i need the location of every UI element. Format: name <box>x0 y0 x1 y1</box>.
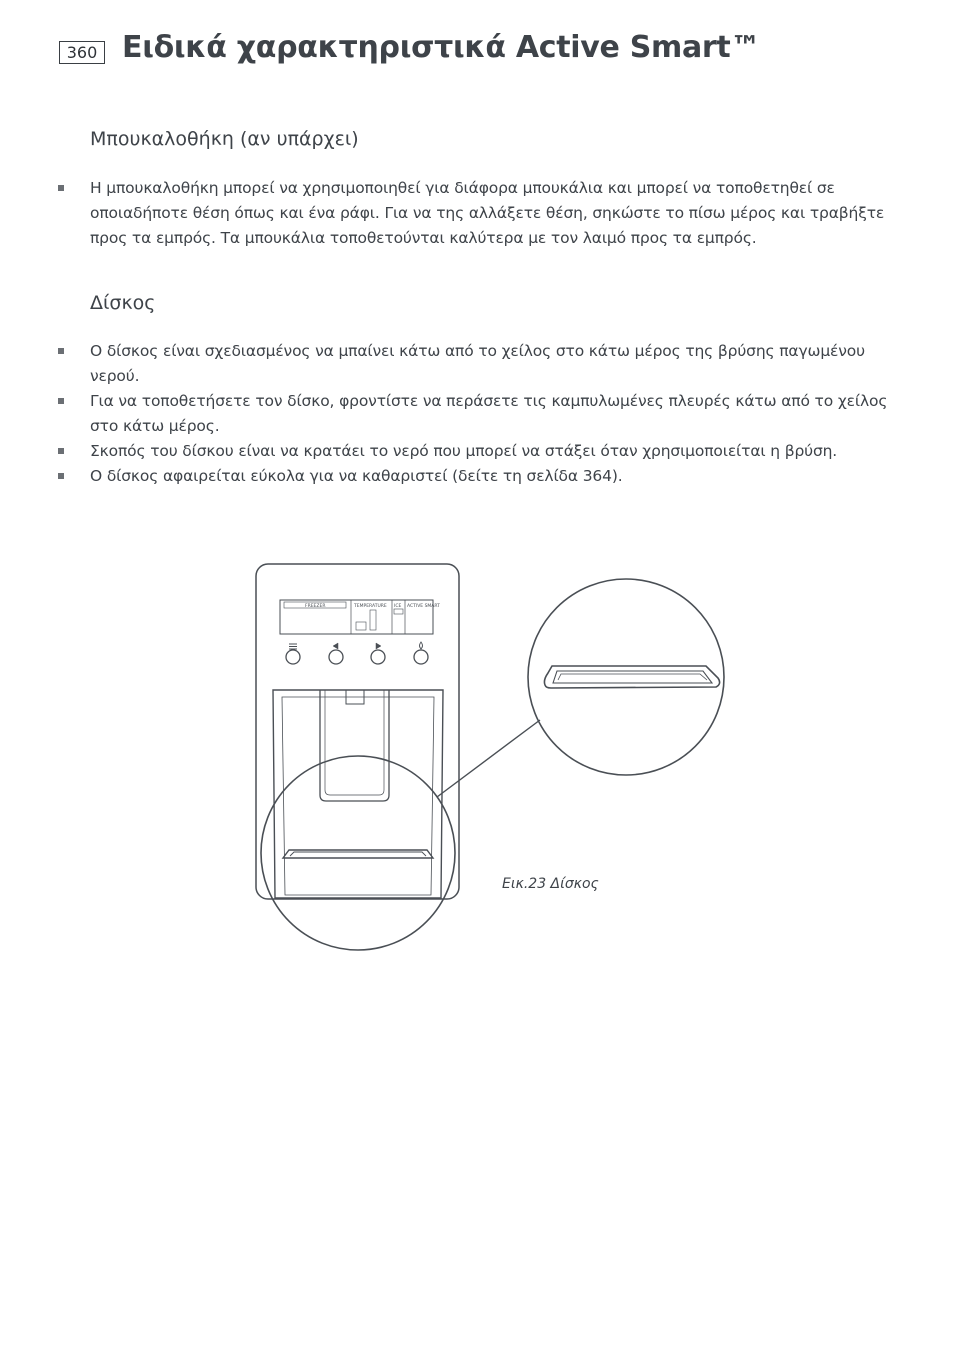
section-heading-tray: Δίσκος <box>90 292 156 314</box>
section-heading-bottle-holder: Μπουκαλοθήκη (αν υπάρχει) <box>90 128 359 150</box>
temperature-indicator <box>356 622 366 630</box>
active-smart-label: ACTIVE SMART <box>407 604 440 609</box>
tray-zoomed <box>544 666 719 688</box>
right-arrow-icon <box>376 643 381 649</box>
temperature-label: TEMPERATURE <box>354 604 387 609</box>
right-button[interactable] <box>371 650 385 664</box>
bullet-square-icon <box>58 348 64 354</box>
dispenser-housing <box>256 564 459 899</box>
bullet-square-icon <box>58 473 64 479</box>
tray-small <box>283 850 433 858</box>
left-arrow-icon <box>333 643 338 649</box>
page-title: Ειδικά χαρακτηριστικά Active Smart™ <box>122 30 761 65</box>
bullet-square-icon <box>58 185 64 191</box>
list-item <box>90 439 890 464</box>
bottle-holder-list <box>90 176 890 251</box>
water-spout <box>320 690 389 801</box>
ice-indicator <box>394 609 403 614</box>
bullet-square-icon <box>58 448 64 454</box>
menu-button[interactable] <box>286 650 300 664</box>
figure-caption: Εικ.23 Δίσκος <box>502 876 599 892</box>
list-item-text: Σκοπός του δίσκου είναι να κρατάει το νερό που μπορεί να στάξει όταν χρησιμοποιείται η βρύση. <box>90 442 838 460</box>
callout-line <box>437 720 540 797</box>
dispenser-tray-illustration <box>250 555 730 955</box>
list-item <box>90 176 890 251</box>
water-button[interactable] <box>414 650 428 664</box>
list-item <box>90 464 890 489</box>
list-item-text: Ο δίσκος είναι σχεδιασμένος να μπαίνει κάτω από το χείλος στο κάτω μέρος της βρύσης παγωμένου νερού. <box>90 342 865 385</box>
list-item-text: Ο δίσκος αφαιρείται εύκολα για να καθαριστεί (δείτε τη σελίδα 364). <box>90 467 623 485</box>
list-item-text: Η μπουκαλοθήκη μπορεί να χρησιμοποιηθεί για διάφορα μπουκάλια και μπορεί να τοποθετηθεί σε οποιαδήποτε θέση όπως και ένα ράφι. Για να της αλλάξετε θέση, σηκώστε το πίσω μέρος και τραβήξτε προς τα εμπρός. Τα μπουκάλια τοποθετούνται καλύτερα με τον λαιμό προς τα εμπρός. <box>90 179 885 247</box>
bullet-square-icon <box>58 398 64 404</box>
temperature-slider <box>370 610 376 630</box>
list-item <box>90 339 890 389</box>
left-button[interactable] <box>329 650 343 664</box>
list-item-text: Για να τοποθετήσετε τον δίσκο, φροντίστε να περάσετε τις καμπυλωμένες πλευρές κάτω από το χείλος στο κάτω μέρος. <box>90 392 888 435</box>
water-drop-icon <box>420 642 423 649</box>
zoom-circle <box>528 579 724 775</box>
list-item <box>90 389 890 439</box>
dispenser-recess <box>273 690 443 898</box>
tray-list <box>90 339 890 489</box>
highlight-circle <box>261 756 455 950</box>
ice-label: ICE <box>394 604 402 609</box>
page-number: 360 <box>59 41 105 64</box>
freezer-label: FREEZER <box>305 604 326 609</box>
